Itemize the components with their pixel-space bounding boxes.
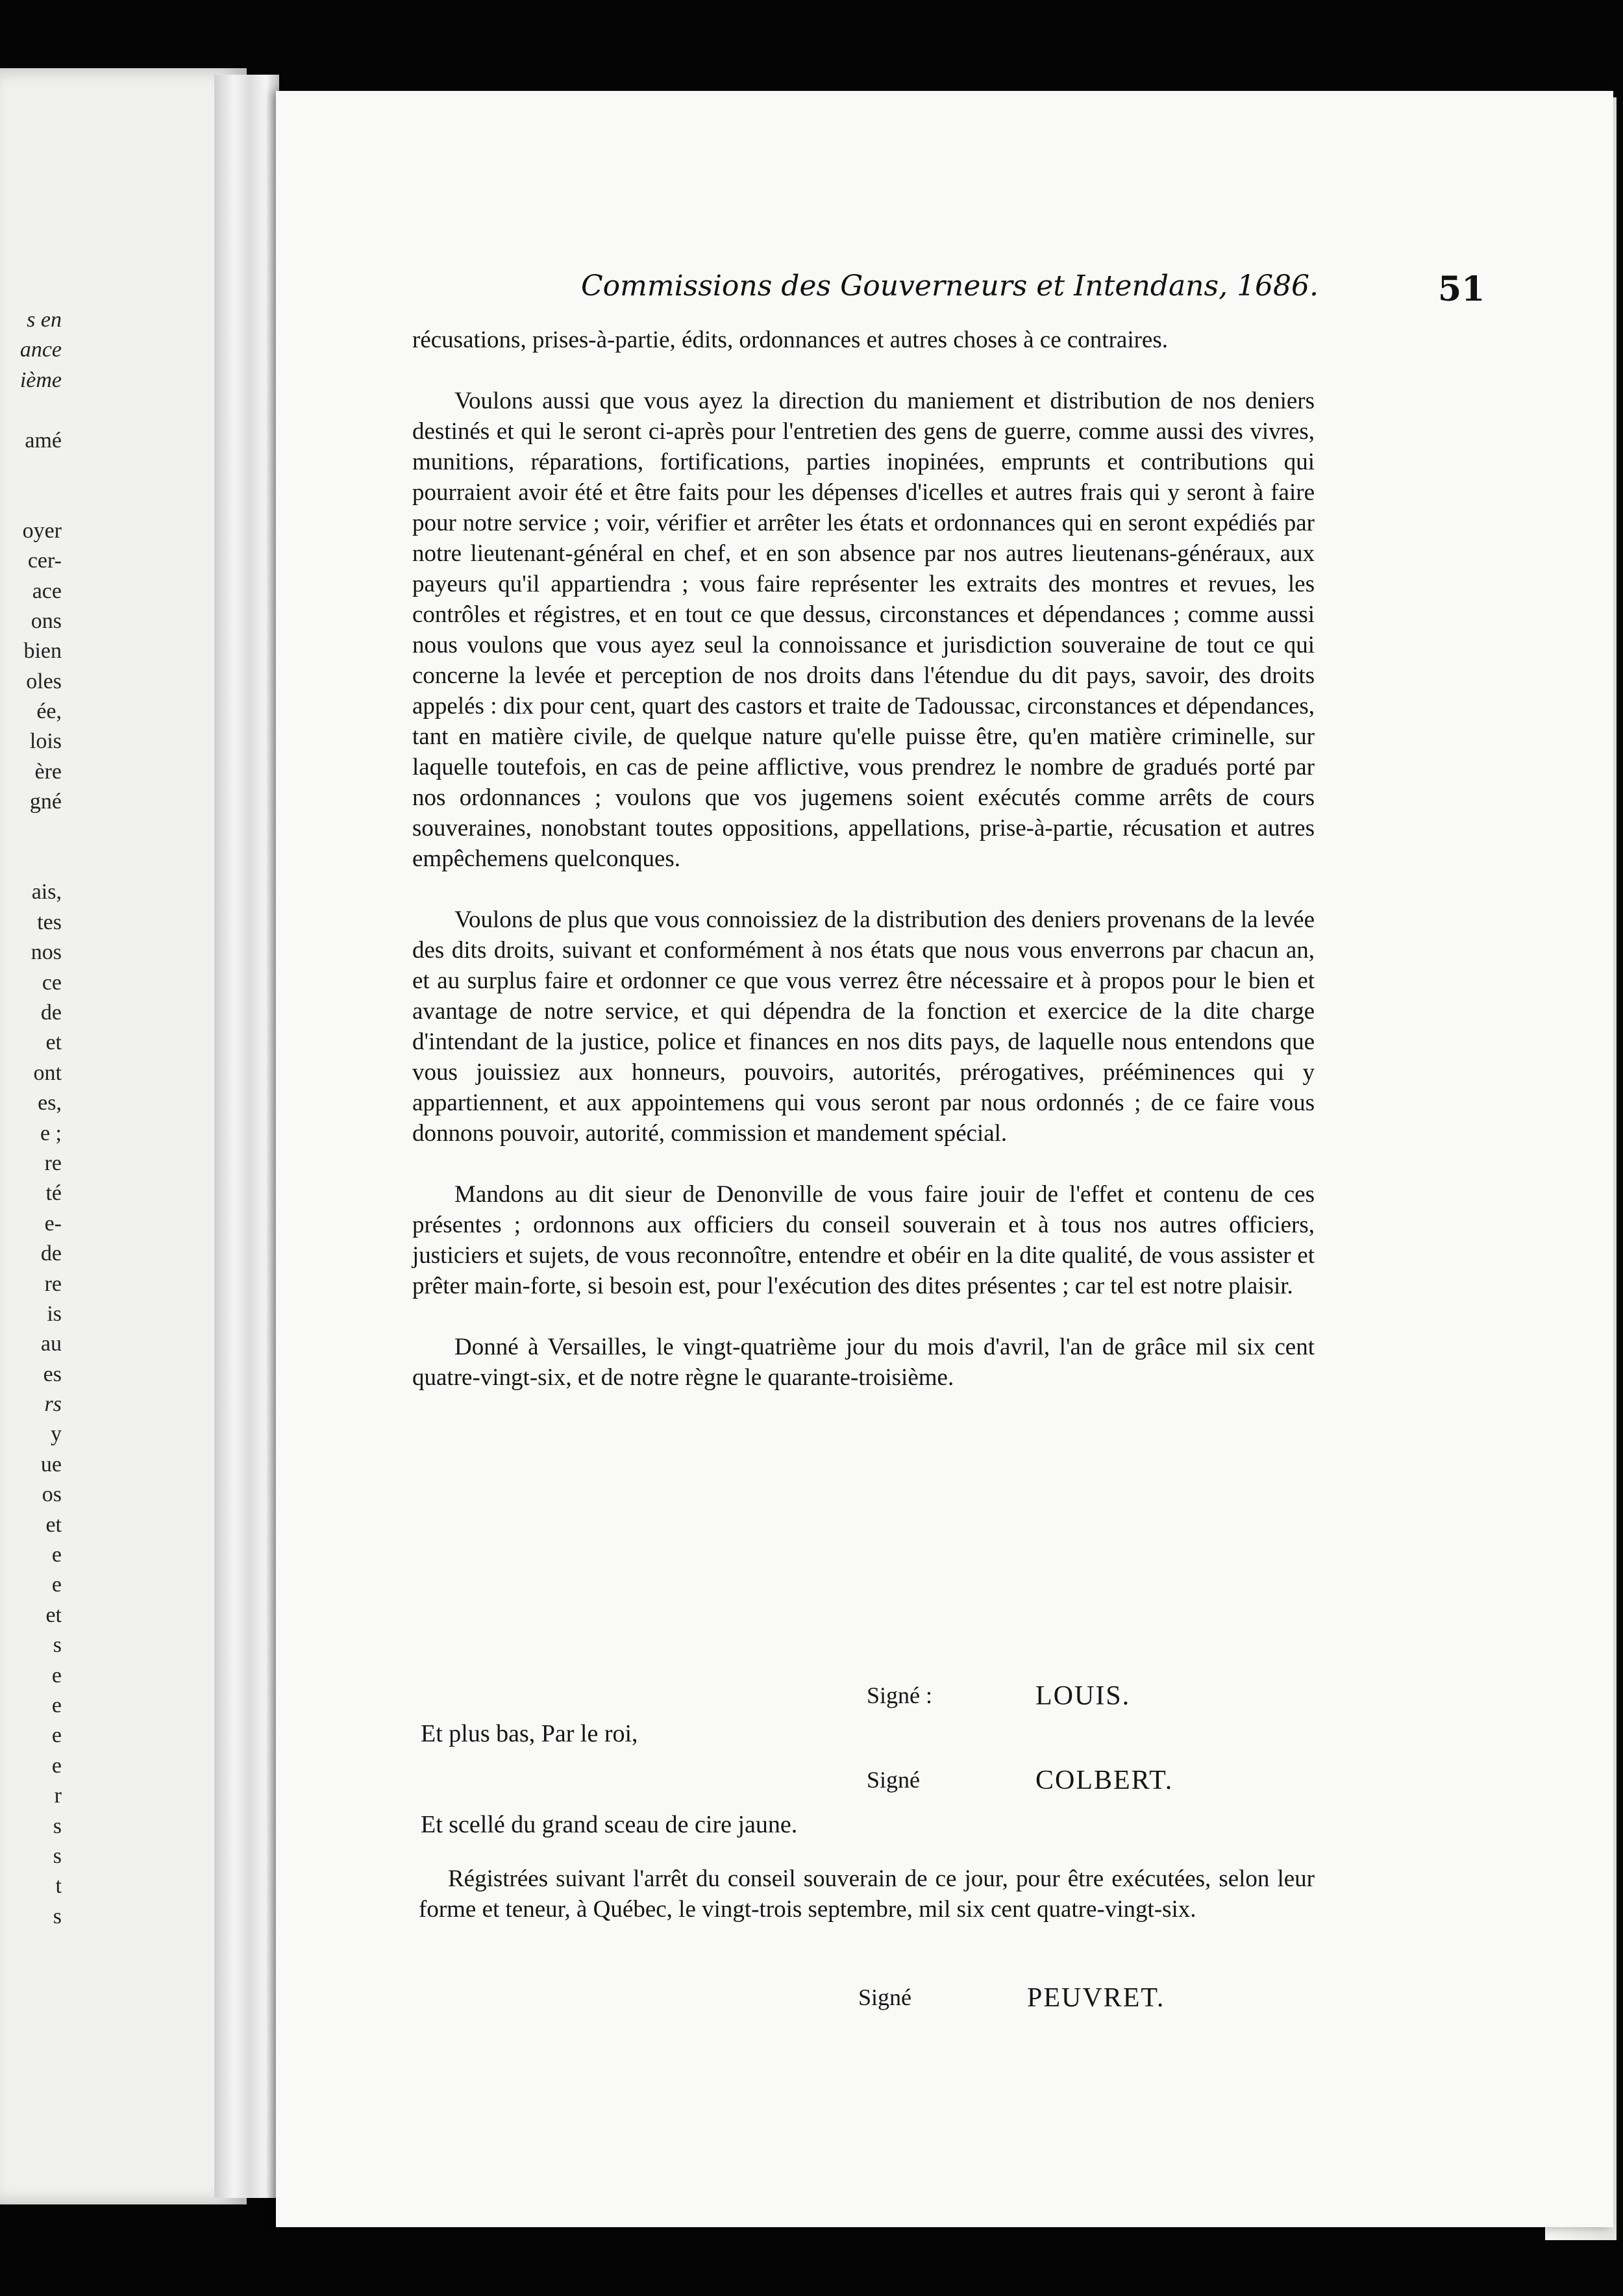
previous-page-fragment: et bbox=[45, 1512, 62, 1537]
previous-page-fragment: nos bbox=[31, 940, 62, 965]
page-body bbox=[412, 325, 1315, 1423]
previous-page-fragment: y bbox=[51, 1422, 62, 1447]
previous-page-fragment: e bbox=[51, 1543, 62, 1567]
signature-name: LOUIS. bbox=[1035, 1681, 1131, 1711]
previous-page-fragment: os bbox=[42, 1482, 62, 1507]
signature-label: Signé bbox=[858, 1984, 912, 2010]
previous-page-fragment: ance bbox=[19, 338, 62, 362]
previous-page-fragment: s bbox=[53, 1633, 62, 1658]
previous-page-fragment: e bbox=[51, 1573, 62, 1597]
previous-page-fragment: lois bbox=[29, 729, 62, 754]
paragraph: récusations, prises-à-partie, édits, ordonnances et autres choses à ce contraires. bbox=[412, 327, 1169, 353]
previous-page-fragment: té bbox=[45, 1181, 62, 1206]
previous-page-fragment: gné bbox=[29, 790, 62, 814]
previous-page-fragment: e- bbox=[44, 1211, 62, 1236]
previous-page-fragment: ième bbox=[19, 368, 62, 392]
previous-page-fragment: re bbox=[44, 1151, 62, 1175]
previous-page-fragment: et bbox=[45, 1603, 62, 1627]
previous-page-fragment: oyer bbox=[22, 518, 62, 543]
signature-note: Et plus bas, Par le roi, bbox=[421, 1720, 638, 1747]
signature-label: Signé bbox=[867, 1767, 921, 1793]
previous-page-fragment bbox=[0, 486, 62, 516]
previous-page-fragment: s en bbox=[27, 308, 62, 332]
previous-page-fragment: rs bbox=[44, 1392, 62, 1417]
paragraph: Mandons au dit sieur de Denonville de vous faire jouir de l'effet et contenu de ces présentes ; ordonnons aux officiers du conseil souverain et à tous nos autres officiers, justiciers et sujets, de vous reconnoître, entendre et obéir en la dite qualité, de vous assister et prêter main-forte, si besoin est, pour l'exécution des dites présentes ; car tel est notre plaisir. bbox=[412, 1181, 1315, 1299]
previous-page-fragment: amé bbox=[25, 428, 62, 453]
running-title: Commissions des Gouverneurs et Intendans, 1686. bbox=[581, 269, 1319, 303]
signature-name: PEUVRET. bbox=[1027, 1983, 1165, 2013]
previous-page-fragment: e bbox=[51, 1663, 62, 1688]
previous-page-fragment: e ; bbox=[40, 1121, 62, 1145]
previous-page-fragment: ace bbox=[32, 579, 62, 603]
previous-page-fragment: ce bbox=[42, 970, 62, 995]
page-number: 51 bbox=[1438, 269, 1485, 309]
previous-page-fragment: es bbox=[43, 1362, 62, 1386]
previous-page-fragment bbox=[0, 847, 62, 877]
signature-label: Signé : bbox=[867, 1682, 933, 1708]
previous-page-fragment: t bbox=[55, 1874, 62, 1899]
paragraph: Voulons de plus que vous connoissiez de la distribution des deniers provenans de la levée des dits droits, suivant et conformément à nos états que nous vous enverrons par chacun an, et au surplus faire et ordonner ce que vous verrez être nécessaire et à propos pour le bien et avantage de notre service, et qui dépendra de la fonction et exercice de la dite charge d'intendant de la justice, police et finances en nos dits pays, de laquelle nous entendons que vous jouissiez aux honneurs, pouvoirs, autorités, prérogatives, prééminences qui y appartiennent, et aux appointemens qui vous seront par nous ordonnés ; de ce faire vous donnons pouvoir, autorité, commission et mandement spécial. bbox=[412, 906, 1315, 1147]
previous-page-fragment: ée, bbox=[36, 699, 62, 724]
previous-page-fragment bbox=[0, 456, 62, 486]
previous-page-fragment: s bbox=[53, 1843, 62, 1868]
previous-page-fragment: e bbox=[51, 1723, 62, 1748]
previous-page-fragment: ons bbox=[31, 608, 62, 633]
registration-note: Régistrées suivant l'arrêt du conseil souverain de ce jour, pour être exécutées, selon leur forme et teneur, à Québec, le vingt-trois septembre, mil six cent quatre-vingt-six. bbox=[419, 1866, 1315, 1923]
previous-page-fragment: de bbox=[40, 1000, 62, 1025]
previous-page-fragment bbox=[0, 817, 62, 847]
previous-page-fragment: ère bbox=[34, 759, 62, 784]
previous-page-fragment: is bbox=[47, 1301, 62, 1326]
previous-page-fragment: au bbox=[40, 1332, 62, 1356]
previous-page-fragment: bien bbox=[23, 639, 62, 664]
paragraph: Voulons aussi que vous ayez la direction du maniement et distribution de nos deniers destinés et qui le seront ci-après pour l'entretien des gens de guerre, comme aussi des vivres, munitions, réparations, fortifications, parties inopinées, emprunts et contributions qui pourraient avoir été et être faits pour les dépenses d'icelles et autres frais qui y seront à faire pour notre service ; voir, vérifier et arrêter les états et ordonnances qui en seront expédiés par notre lieutenant-général en chef, et en son absence par nos autres lieutenans-généraux, aux payeurs qu'il appartiendra ; vous faire représenter les extraits des montres et revues, les contrôles et régistres, et en tout ce que dessus, circonstances et dépendances ; comme aussi nous voulons que vous ayez seul la connoissance et jurisdiction souveraine de tout ce qui concerne la levée et perception de nos droits dans l'étendue du dit pays, savoir, des droits appelés : dix pour cent, quart des castors et traite de Tadoussac, circonstances et dépendances, tant en matière civile, de quelque nature qu'elle puisse être, qu'en matière criminelle, sur laquelle toutefois, en cas de peine afflictive, vous prendrez le nombre de gradués porté par nos ordonnances ; voulons que vos jugemens soient exécutés comme arrêts de cours souveraines, nonobstant toutes oppositions, appellations, prise-à-partie, récusation et autres empêchemens quelconques. bbox=[412, 388, 1315, 872]
previous-page-fragment: de bbox=[40, 1242, 62, 1266]
previous-page-fragment: es, bbox=[38, 1091, 62, 1116]
seal-note: Et scellé du grand sceau de cire jaune. bbox=[421, 1811, 798, 1838]
previous-page-fragment: ais, bbox=[31, 880, 62, 905]
book-gutter bbox=[214, 75, 279, 2198]
previous-page-fragment: s bbox=[53, 1904, 62, 1928]
previous-page-fragment: et bbox=[45, 1030, 62, 1055]
previous-page-fragment: r bbox=[54, 1784, 62, 1808]
previous-page-fragment: ont bbox=[33, 1060, 62, 1085]
previous-page-fragment: s bbox=[53, 1814, 62, 1838]
previous-page-fragment: cer- bbox=[27, 549, 62, 573]
paragraph: Donné à Versailles, le vingt-quatrième jour du mois d'avril, l'an de grâce mil six cent quatre-vingt-six, et de notre règne le quarante-troisième. bbox=[412, 1334, 1315, 1391]
previous-page-fragment: ue bbox=[40, 1452, 62, 1477]
previous-page-fragment: tes bbox=[37, 910, 62, 934]
previous-page-fragment: e bbox=[51, 1693, 62, 1717]
previous-page-fragment: e bbox=[51, 1753, 62, 1778]
page-header bbox=[581, 269, 1485, 315]
previous-page-fragment bbox=[0, 395, 62, 425]
previous-page-fragment: oles bbox=[26, 669, 62, 693]
previous-page-fragment: re bbox=[44, 1271, 62, 1296]
signature-name: COLBERT. bbox=[1035, 1766, 1174, 1795]
previous-page-text-fragments bbox=[0, 305, 62, 1932]
